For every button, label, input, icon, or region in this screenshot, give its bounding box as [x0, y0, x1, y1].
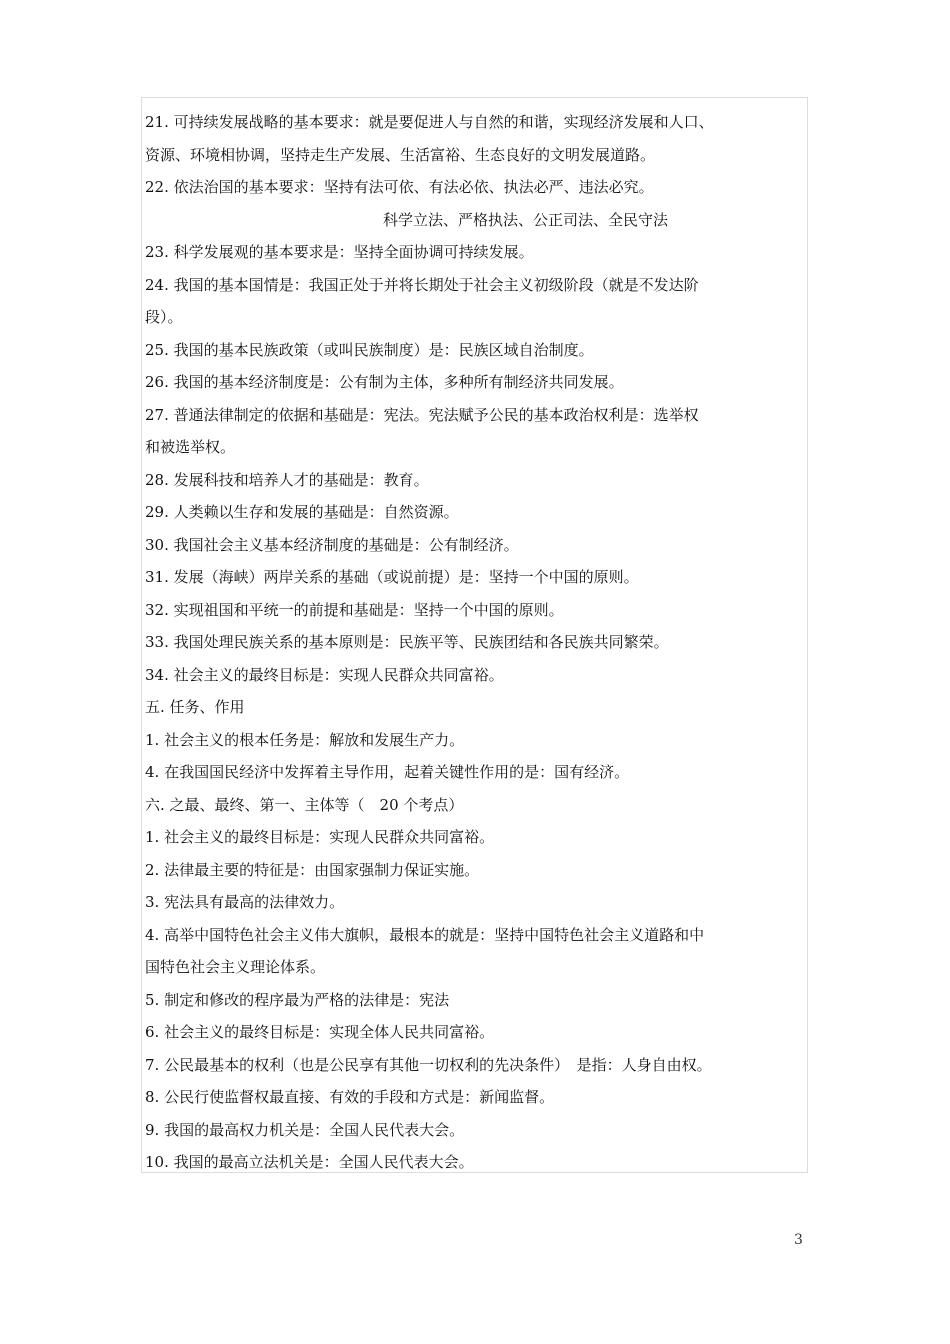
page-number: 3: [794, 1232, 803, 1248]
text-line: 3. 宪法具有最高的法律效力。: [145, 893, 345, 911]
text-line: 24. 我国的基本国情是：我国正处于并将长期处于社会主义初级阶段（就是不发达阶: [145, 275, 699, 294]
text-line: 21. 可持续发展战略的基本要求：就是要促进人与自然的和谐，实现经济发展和人口、: [145, 113, 714, 131]
text-line: 2. 法律最主要的特征是：由国家强制力保证实施。: [145, 860, 480, 879]
document-body: [145, 106, 805, 1179]
text-line: 国特色社会主义理论体系。: [145, 958, 326, 976]
section-heading: 五. 任务、作用: [145, 698, 245, 716]
text-line: 5. 制定和修改的程序最为严格的法律是：宪法: [145, 990, 450, 1009]
text-line: 和被选举权。: [145, 438, 236, 456]
text-line: 段）。: [145, 308, 183, 326]
text-line: 1. 社会主义的最终目标是：实现人民群众共同富裕。: [145, 828, 495, 846]
text-line: 30. 我国社会主义基本经济制度的基础是：公有制经济。: [145, 535, 519, 554]
text-line: 25. 我国的基本民族政策（或叫民族制度）是：民族区域自治制度。: [145, 340, 594, 359]
text-line: 4. 高举中国特色社会主义伟大旗帜，最根本的就是：坚持中国特色社会主义道路和中: [145, 925, 705, 944]
text-line: 28. 发展科技和培养人才的基础是：教育。: [145, 470, 429, 489]
text-line: 6. 社会主义的最终目标是：实现全体人民共同富裕。: [145, 1023, 495, 1041]
text-line: 8. 公民行使监督权最直接、有效的手段和方式是：新闻监督。: [145, 1088, 555, 1106]
text-line: 10. 我国的最高立法机关是：全国人民代表大会。: [145, 1153, 474, 1171]
text-line: 4. 在我国国民经济中发挥着主导作用，起着关键性作用的是：国有经济。: [145, 763, 630, 781]
text-line: 29. 人类赖以生存和发展的基础是：自然资源。: [145, 503, 459, 521]
text-line: 资源、环境相协调，坚持走生产发展、生活富裕、生态良好的文明发展道路。: [145, 145, 656, 164]
text-line: 33. 我国处理民族关系的基本原则是：民族平等、民族团结和各民族共同繁荣。: [145, 633, 669, 651]
text-line: 1. 社会主义的根本任务是：解放和发展生产力。: [145, 730, 465, 749]
text-line: 32. 实现祖国和平统一的前提和基础是：坚持一个中国的原则。: [145, 600, 564, 619]
text-line: 9. 我国的最高权力机关是：全国人民代表大会。: [145, 1120, 465, 1139]
text-line: 7. 公民最基本的权利（也是公民享有其他一切权利的先决条件） 是指：人身自由权。: [145, 1055, 712, 1074]
text-line: 27. 普通法律制定的依据和基础是：宪法。宪法赋予公民的基本政治权利是：选举权: [145, 405, 699, 424]
text-line: 31. 发展（海峡）两岸关系的基础（或说前提）是：坚持一个中国的原则。: [145, 568, 639, 586]
text-line: 22. 依法治国的基本要求：坚持有法可依、有法必依、执法必严、违法必究。: [145, 178, 654, 196]
text-line: 34. 社会主义的最终目标是：实现人民群众共同富裕。: [145, 665, 504, 684]
text-line: 26. 我国的基本经济制度是：公有制为主体，多种所有制经济共同发展。: [145, 373, 624, 391]
text-line-indented: 科学立法、严格执法、公正司法、全民守法: [383, 210, 669, 229]
text-line: 23. 科学发展观的基本要求是：坚持全面协调可持续发展。: [145, 243, 534, 261]
section-heading: 六. 之最、最终、第一、主体等（ 20 个考点）: [145, 795, 464, 814]
